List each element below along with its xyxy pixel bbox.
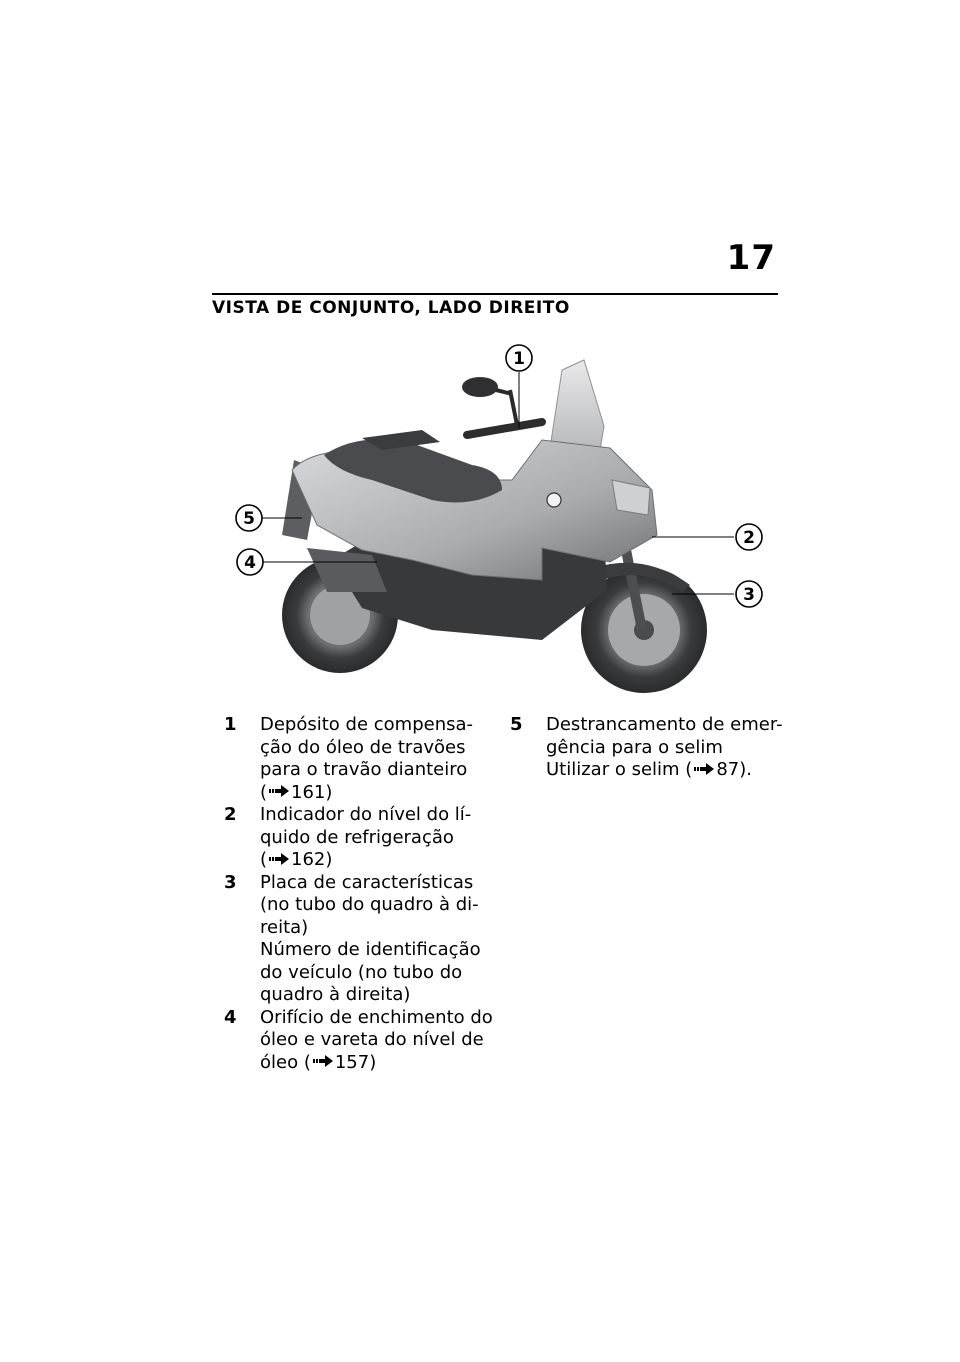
page-reference[interactable] xyxy=(260,782,486,805)
legend-text: Destrancamento de emer- xyxy=(546,714,783,735)
reference-page: 161) xyxy=(291,781,333,803)
legend-text: quido de refrigeração xyxy=(260,826,454,848)
svg-text:5: 5 xyxy=(243,509,255,529)
legend-text: gência para o selim xyxy=(546,736,723,758)
callout-3 xyxy=(736,581,762,607)
legend-text: Indicador do nível do lí- xyxy=(260,804,472,825)
reference-paren: ( xyxy=(260,849,268,870)
legend-text: Depósito de compensa- xyxy=(260,714,474,735)
legend-text: do veículo (no tubo do xyxy=(260,961,463,983)
legend-item-number: 1 xyxy=(224,714,237,735)
page-number: 17 xyxy=(726,238,776,278)
legend-item-5 xyxy=(510,714,783,782)
legend-text: Número de identificação xyxy=(260,939,481,960)
legend-text: para o travão dianteiro xyxy=(260,759,468,780)
svg-text:1: 1 xyxy=(513,349,525,369)
legend-left-column xyxy=(224,714,493,1074)
svg-text:4: 4 xyxy=(244,553,256,573)
legend-text: ção do óleo de travões xyxy=(260,736,466,758)
legend-item-number: 2 xyxy=(224,804,237,825)
scooter-drawing xyxy=(212,330,778,698)
reference-arrow-icon xyxy=(269,785,289,797)
legend-text: óleo e vareta do nível de xyxy=(260,1029,484,1050)
legend-text: óleo ( xyxy=(260,1051,311,1073)
legend-item-number: 4 xyxy=(224,1006,237,1028)
legend-item-2 xyxy=(224,804,486,872)
legend-text: Orifício de enchimento do xyxy=(260,1006,493,1028)
callout-1 xyxy=(506,345,532,371)
legend-item-1 xyxy=(224,714,486,804)
reference-arrow-icon xyxy=(313,1055,333,1067)
reference-page: 87). xyxy=(716,759,752,780)
reference-arrow-icon xyxy=(694,763,714,775)
svg-text:2: 2 xyxy=(743,528,755,548)
svg-text:3: 3 xyxy=(743,585,755,605)
legend-text: (no tubo do quadro à di- xyxy=(260,894,479,915)
callout-2 xyxy=(736,524,762,550)
callout-5 xyxy=(236,505,262,531)
legend-item-4 xyxy=(224,1006,493,1075)
reference-arrow-icon xyxy=(269,853,289,865)
legend-text: Placa de características xyxy=(260,871,474,893)
legend-text: Utilizar o selim ( xyxy=(546,759,693,780)
legend-text: quadro à direita) xyxy=(260,984,411,1005)
legend-right-column xyxy=(510,714,783,782)
scooter-illustration xyxy=(212,330,778,698)
header-rule xyxy=(212,293,778,295)
reference-page: 157) xyxy=(334,1051,377,1073)
legend-text: reita) xyxy=(260,916,309,938)
page-reference[interactable] xyxy=(260,849,486,872)
legend-item-number: 3 xyxy=(224,871,237,893)
page-reference[interactable] xyxy=(546,759,772,782)
reference-paren: ( xyxy=(260,781,268,803)
legend-item-3 xyxy=(224,872,486,1007)
legend-item-number: 5 xyxy=(510,714,523,735)
reference-page: 162) xyxy=(291,849,333,870)
page-reference[interactable] xyxy=(260,1052,486,1075)
section-title: VISTA DE CONJUNTO, LADO DIREITO xyxy=(212,298,570,318)
callout-4 xyxy=(237,549,263,575)
